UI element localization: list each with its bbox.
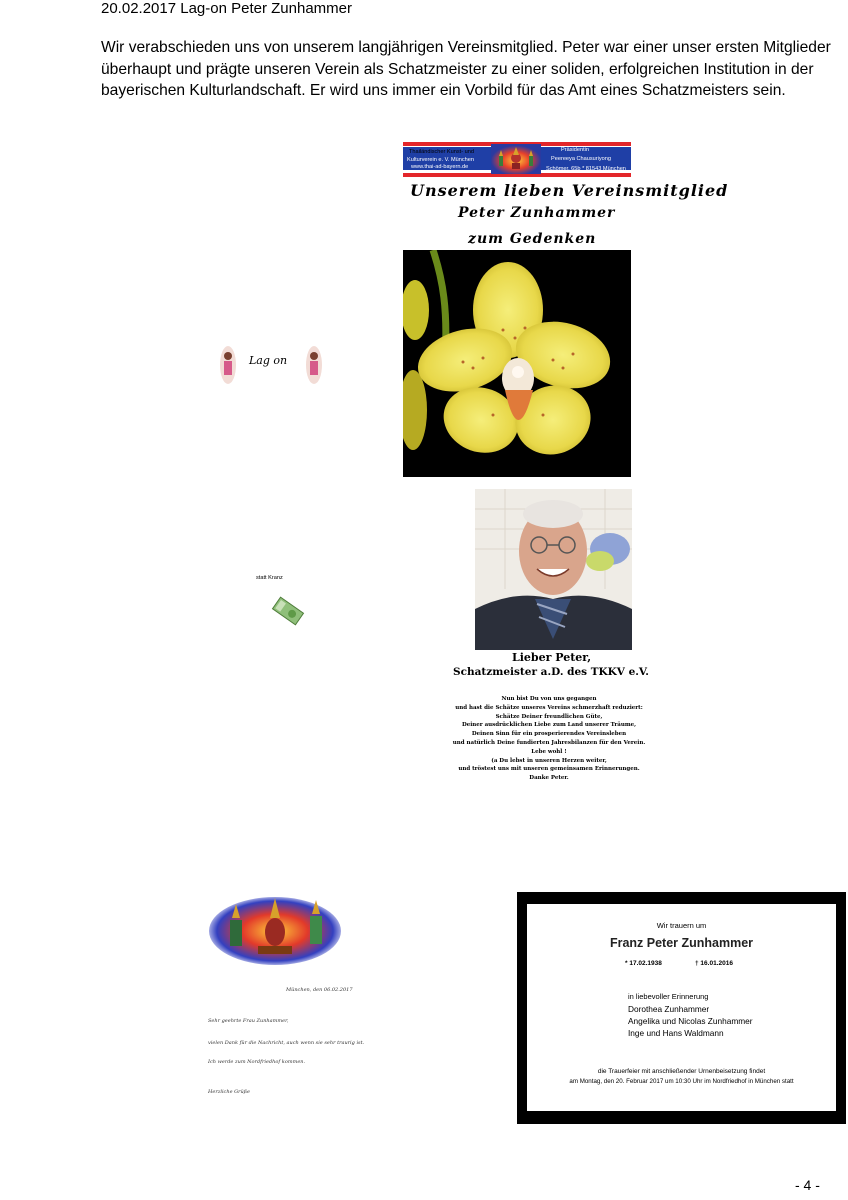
instead-of-wreath-label: statt Kranz [256,575,283,581]
death-notice-inner [527,904,836,1111]
poem-line: Danke Peter. [529,775,569,782]
memorial-line-2: Peter Zunhammer [458,205,616,221]
poem-line: Schätze Deiner freundlichen Güte, [495,713,603,720]
page-number: - 4 - [795,1177,820,1193]
lagon-text: Lag on [249,354,288,367]
notice-died-date: † 16.01.2016 [695,960,733,967]
lagon-label-row [219,345,323,385]
banner-dancers-emblem [491,144,541,174]
notice-funeral-line-2: am Montag, den 20. Februar 2017 um 10:30 Uhr im Nordfriedhof in München statt [569,1078,794,1085]
poem-line: Deinen Sinn für ein prosperierendes Vereinsleben [471,731,627,738]
notice-memory-line: in liebevoller Erinnerung [628,992,709,1001]
treasurer-subheading: Schatzmeister a.D. des TKKV e.V. [453,666,649,678]
death-notice [517,892,846,1124]
poem-block [420,695,678,783]
poem-line: und hast die Schätze unseres Vereins schmerzhaft reduziert: [455,704,643,711]
intro-paragraph: Wir verabschieden uns von unserem langjährigen Vereinsmitglied. Peter war einer unser ersten Mitglieder überhaupt und prägte unseren Verein als Schatzmeister zu einer soliden, erfolgreichen Institution in der bayerischen Kulturlandschaft. Er wird uns immer ein Vorbild für das Amt eines Schatzmeisters sein. [101,39,831,99]
notice-family-member: Inge und Hans Waldmann [628,1028,724,1038]
dear-peter-heading: Lieber Peter, [512,651,592,664]
banner-left-line2: Kulturverein e. V. München [407,157,474,163]
letter-date: München, den 06.02.2017 [286,987,353,993]
memorial-line-3: zum Gedenken [468,231,597,247]
notice-family-member: Dorothea Zunhammer [628,1004,710,1014]
memorial-line-1: Unserem lieben Vereinsmitglied [410,181,729,200]
poem-line: und natürlich Deine fundierten Jahresbilanzen für den Verein. [452,739,646,746]
lady-figure-right-icon [305,345,323,385]
portrait-photo [475,489,632,650]
notice-family-member: Angelika und Nicolas Zunhammer [628,1016,753,1026]
letter-line-2: Ich werde zum Nordfriedhof kommen. [208,1059,306,1065]
banner-right-line2: Peereeya Chausuriyong [551,156,612,162]
banknote-icon [271,596,305,626]
letter-closing: Herzliche Grüße [208,1089,251,1095]
banner-left-line1: Thailändischer Kunst- und [409,149,474,155]
poem-line: Nun bist Du von uns gegangen [501,696,597,702]
banner-left-line3: www.thai-ad-bayern.de [411,164,469,170]
notice-funeral-line-1: die Trauerfeier mit anschließender Urnenbeisetzung findet [597,1068,766,1075]
notice-born-date: * 17.02.1938 [625,960,662,967]
banner-right-line3: Schömer. 65b * 81543 München [546,166,626,172]
society-banner [403,142,631,178]
poem-line: und tröstest uns mit unseren gemeinsamen Erinnerungen. [458,766,640,773]
notice-header: Wir trauern um [656,921,707,930]
letter-salutation: Sehr geehrte Frau Zunhammer, [208,1018,289,1024]
poem-line: Lebe wohl ! [531,748,567,755]
lady-figure-left-icon [219,345,237,385]
poem-line: (a Du lebst in unseren Herzen weiter, [491,757,607,764]
letter-line-1: vielen Dank für die Nachricht, auch wenn sie sehr traurig ist. [208,1040,365,1046]
orchid-photo [403,250,631,477]
thai-dancers-image [208,896,342,966]
banner-right-line1: Präsidentin [561,147,589,153]
notice-name: Franz Peter Zunhammer [609,936,754,950]
page-heading: 20.02.2017 Lag-on Peter Zunhammer [101,0,352,17]
poem-line: Deiner ausdrücklichen Liebe zum Land unserer Träume, [461,722,637,729]
